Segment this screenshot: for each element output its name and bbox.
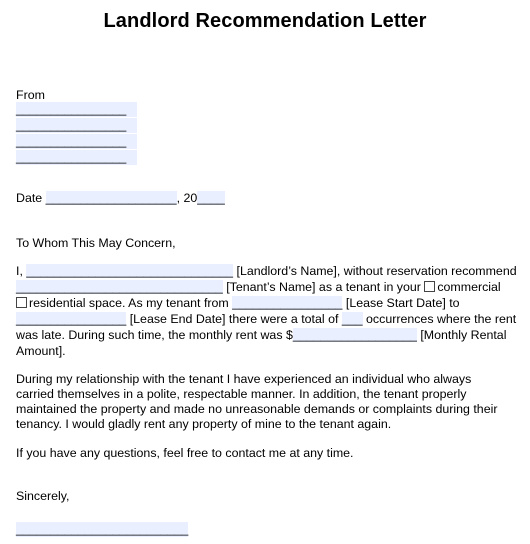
p1-line-3	[16, 296, 460, 311]
residential-label: residential space. As my tenant from	[29, 296, 229, 310]
from-line-2[interactable]: ________________	[16, 118, 137, 133]
from-line-4[interactable]: ________________	[16, 150, 137, 165]
from-label: From	[16, 88, 45, 102]
p1-line-1-text: [Landlord’s Name], without reservation recommend	[236, 264, 517, 278]
signature-line[interactable]: _________________________	[16, 522, 189, 536]
lease-start-field[interactable]: ________________	[232, 296, 343, 310]
p1-line-4-text-2: occurrences where the rent	[366, 312, 517, 326]
late-occurrences-field[interactable]: ___	[341, 312, 363, 326]
date-row	[16, 191, 225, 206]
questions-paragraph: If you have any questions, feel free to contact me at any time.	[16, 446, 354, 460]
p1-line-2-text: [Tenant’s Name] as a tenant in your	[226, 280, 421, 294]
salutation: To Whom This May Concern,	[16, 236, 176, 250]
p1-line-2	[16, 280, 501, 295]
p1-line-4-text-1: [Lease End Date] there were a total of	[129, 312, 339, 326]
landlord-name-field[interactable]: ______________________________	[26, 264, 234, 278]
date-label: Date	[16, 191, 43, 205]
p2-line-4: tenancy. I would gladly rent any property of mine to the tenant again.	[16, 417, 392, 431]
closing: Sincerely,	[16, 489, 70, 503]
p1-line-5-end: [Monthly Rental	[420, 328, 507, 342]
p1-line-1	[16, 264, 517, 279]
letter-title: Landlord Recommendation Letter	[103, 10, 427, 32]
date-year-prefix: , 20	[176, 191, 198, 205]
tenant-name-field[interactable]: ______________________________	[16, 280, 223, 294]
p2-line-1: During my relationship with the tenant I have experienced an individual who always	[16, 372, 472, 386]
p1-prefix: I,	[16, 264, 23, 278]
from-line-1[interactable]: ________________	[16, 102, 137, 117]
p1-line-6: Amount].	[16, 344, 66, 358]
residential-checkbox[interactable]	[16, 297, 27, 308]
p1-line-3-text: [Lease Start Date] to	[345, 296, 460, 310]
date-year-field[interactable]: ____	[197, 191, 225, 205]
commercial-label: commercial	[437, 280, 501, 294]
p1-line-5	[16, 328, 506, 343]
date-field[interactable]: ___________________	[45, 191, 177, 205]
commercial-checkbox[interactable]	[424, 281, 435, 292]
lease-end-field[interactable]: ________________	[16, 312, 127, 326]
monthly-rent-field[interactable]: __________________	[292, 328, 417, 342]
p2-line-2: carried themselves in a polite, respectable manner. In addition, the tenant properly	[16, 387, 467, 401]
p2-line-3: maintained the property and made no unreasonable demands or complaints during their	[16, 402, 498, 416]
p1-line-5-text: was late. During such time, the monthly rent was $	[16, 328, 293, 342]
p1-line-4	[16, 312, 516, 327]
from-line-3[interactable]: ________________	[16, 134, 137, 149]
